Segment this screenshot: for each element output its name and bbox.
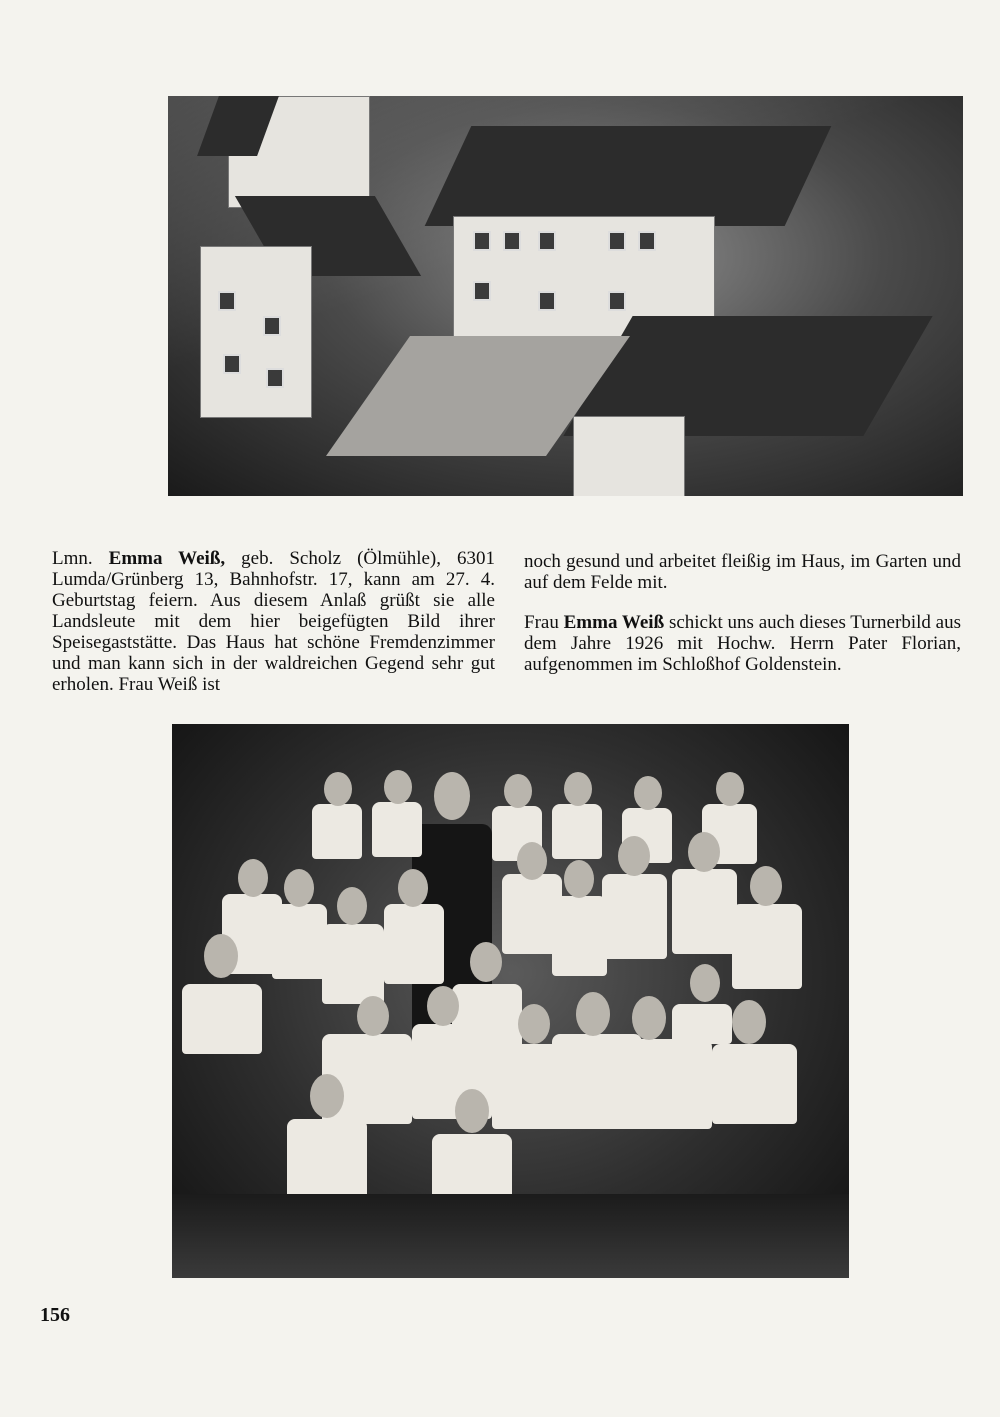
caption-right-column bbox=[524, 551, 961, 675]
page-number: 156 bbox=[40, 1304, 70, 1326]
caption-left-prefix: Lmn. bbox=[52, 548, 109, 569]
caption-right-body: schickt uns auch dieses Turnerbild aus dem Jahre 1926 mit Hochw. Herrn Pater Florian, aufgenommen im Schloßhof Goldenstein. bbox=[524, 612, 961, 675]
caption-right-paragraph-1: noch gesund und arbeitet fleißig im Haus, im Garten und auf dem Felde mit. bbox=[524, 551, 961, 593]
caption-left-name: Emma Weiß, bbox=[108, 548, 226, 569]
caption-right-name: Emma Weiß bbox=[563, 612, 665, 633]
gymnast-group-photo-1926 bbox=[172, 724, 849, 1278]
restaurant-aerial-photo bbox=[168, 96, 963, 496]
caption-right-paragraph-2 bbox=[524, 612, 961, 675]
caption-left-body: geb. Scholz (Ölmühle), 6301 Lumda/Grünberg 13, Bahnhofstr. 17, kann am 27. 4. Geburtstag feiern. Aus diesem Anlaß grüßt sie alle Landsleute mit dem hier beigefügten Bild ihrer Speisegaststätte. Das Haus hat schöne Fremdenzimmer und man kann sich in der waldreichen Gegend sehr gut erholen. Frau Weiß ist bbox=[52, 548, 495, 695]
caption-left-column bbox=[52, 548, 495, 695]
caption-right-prefix: Frau bbox=[524, 612, 564, 633]
bleed-through-text-right bbox=[850, 690, 960, 1270]
